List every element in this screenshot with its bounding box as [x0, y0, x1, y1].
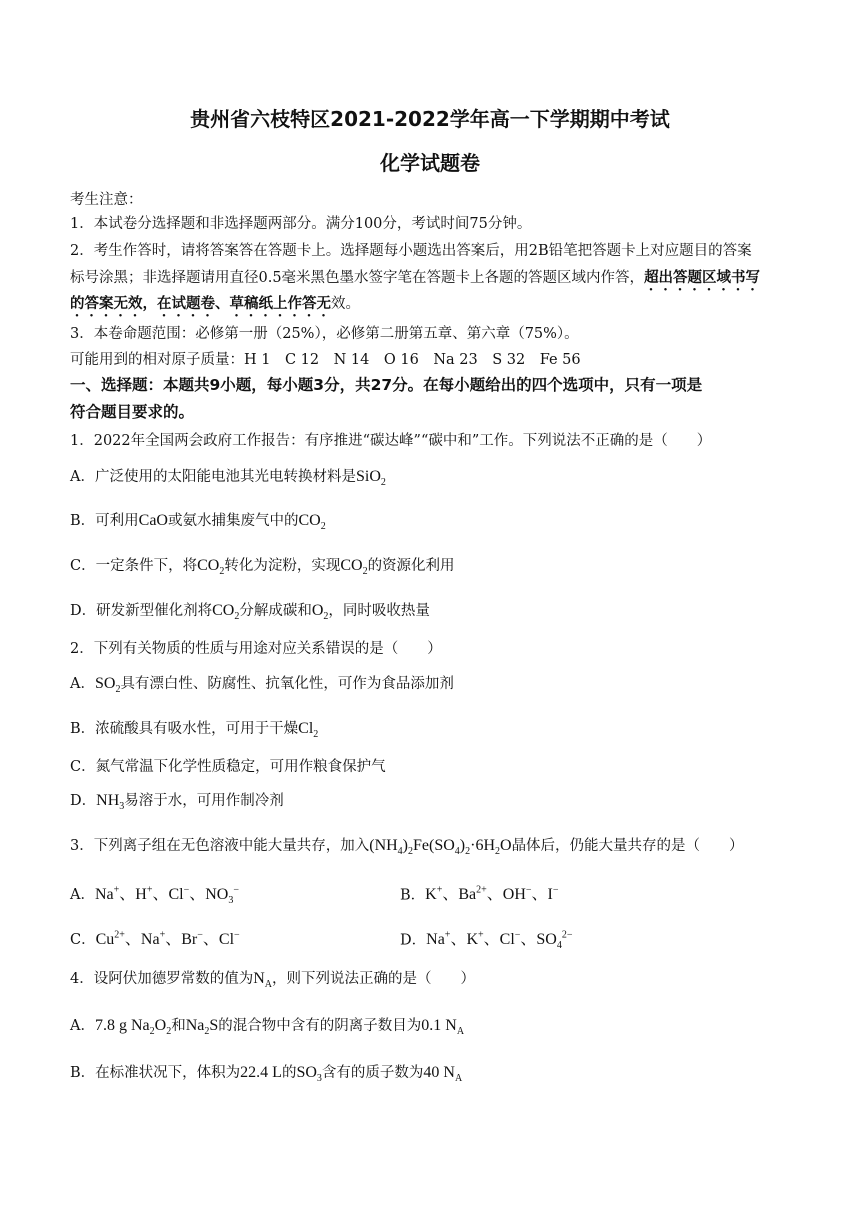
formula: 22.4 L — [240, 1064, 282, 1081]
notice-item-3: 3．本卷命题范围：必修第一册（25%），必修第二册第五章、第六章（75%）。 — [70, 326, 579, 342]
formula: 7.8 g $Na_2O_2$ — [94, 1017, 172, 1038]
formula: $Cl_2$ — [298, 720, 319, 741]
q3-option-c — [70, 932, 240, 948]
formula: CaO — [138, 512, 168, 529]
option-text: 易溶于水，可用作制冷剂 — [124, 793, 284, 809]
formula: 0.1 $N_A$ — [421, 1017, 465, 1038]
notice-text: 标号涂黑；非选择题请用直径0.5毫米黑色墨水签字笔在答题卡上各题的答题区域内作答， — [70, 270, 645, 286]
q2-option-c: C．氮气常温下化学性质稳定，可用作粮食保护气 — [70, 759, 386, 775]
notice-text: 效。 — [331, 296, 360, 312]
option-label: A． — [70, 887, 95, 904]
formula: $(NH_4)_2Fe(SO_4)_2\cdot 6H_2O$ — [369, 837, 512, 858]
option-text: D．研发新型催化剂将 — [70, 603, 213, 619]
notice-emphasis: 在试题卷、草稿纸上作答无 — [157, 296, 331, 312]
q1-option-c — [70, 556, 790, 582]
formula: Na+、K+、Cl−、$SO_4^{2-}$ — [426, 930, 573, 952]
q3-option-d — [400, 926, 573, 957]
section-heading-line2: 符合题目要求的。 — [70, 403, 195, 421]
notice-item-1: 1．本试卷分选择题和非选择题两部分。满分100分，考试时间75分钟。 — [70, 216, 532, 232]
option-text: 或氨水捕集废气中的 — [167, 513, 299, 529]
option-text: 4．设阿伏加德罗常数的值为 — [70, 971, 254, 987]
option-text: 的资源化利用 — [367, 558, 455, 574]
option-text: A．广泛使用的太阳能电池其光电转换材料是 — [70, 469, 356, 485]
notice-item-2-line1: 2．考生作答时，请将答案答在答题卡上。选择题每小题选出答案后，用2B铅笔把答题卡上对应题目的答案 — [70, 243, 752, 259]
q3-option-row-2 — [70, 926, 790, 950]
notice-comma: ， — [142, 296, 157, 312]
option-text: B．可利用 — [70, 513, 139, 529]
notice-item-2-line3 — [70, 294, 790, 320]
q2-option-b — [70, 719, 790, 745]
option-text: 分解成碳和 — [239, 603, 312, 619]
formula: K+、$Ba^{2+}$、OH−、I− — [425, 885, 559, 904]
q3-option-a — [70, 885, 240, 907]
exam-subtitle: 化学试题卷 — [380, 151, 480, 175]
option-text: 和 — [171, 1018, 186, 1034]
formula: $SO_2$ — [94, 675, 121, 696]
formula: $CO_2$ — [212, 602, 240, 623]
option-text: 晶体后，仍能大量共存的是（ ） — [511, 838, 744, 854]
option-text: D． — [70, 793, 97, 809]
formula: $SO_3$ — [296, 1064, 322, 1085]
exam-title: 贵州省六枝特区2021-2022学年高一下学期期中考试 — [190, 107, 670, 131]
q4-option-a — [70, 1016, 790, 1042]
option-text: ，则下列说法正确的是（ ） — [272, 971, 476, 987]
notice-heading: 考生注意： — [70, 192, 143, 208]
formula: $NH_3$ — [96, 792, 125, 813]
formula: $N_A$ — [253, 970, 273, 991]
notice-item-2-line2 — [70, 268, 790, 294]
formula: $CO_2$ — [298, 512, 326, 533]
q2-option-a — [70, 674, 790, 700]
q2-option-d — [70, 791, 790, 817]
option-label: C． — [70, 932, 96, 949]
option-text: A． — [70, 1018, 95, 1034]
option-label: B． — [400, 887, 426, 904]
option-text: 含有的质子数为 — [321, 1065, 424, 1081]
q3-option-b — [400, 881, 559, 905]
q1-option-d — [70, 601, 790, 627]
q1-option-a — [70, 467, 790, 493]
formula: $CO_2$ — [340, 557, 368, 578]
q1-option-b — [70, 511, 790, 537]
atomic-masses: 可能用到的相对原子质量：H 1 C 12 N 14 O 16 Na 23 S 32 Fe 56 — [70, 352, 581, 368]
q4-stem — [70, 969, 790, 995]
option-text: ，同时吸收热量 — [328, 603, 430, 619]
q3-stem — [70, 836, 790, 862]
formula: $Cu^{2+}$、Na+、Br−、Cl− — [95, 930, 240, 949]
option-text: 的混合物中含有的阴离子数目为 — [218, 1018, 422, 1034]
option-text: B．在标准状况下，体积为 — [70, 1065, 241, 1081]
q4-option-b — [70, 1063, 790, 1089]
option-text: B．浓硫酸具有吸水性，可用于干燥 — [70, 721, 299, 737]
formula: $Na_2S$ — [185, 1017, 219, 1038]
option-text: C．一定条件下，将 — [70, 558, 198, 574]
option-text: 3．下列离子组在无色溶液中能大量共存，加入 — [70, 838, 370, 854]
q3-option-row-1 — [70, 881, 790, 912]
option-text: A． — [70, 676, 95, 692]
section-heading-line1: 一、选择题：本题共9小题，每小题3分，共27分。在每小题给出的四个选项中，只有一项是 — [70, 376, 703, 394]
formula: $O_2$ — [311, 602, 329, 623]
q2-stem: 2．下列有关物质的性质与用途对应关系错误的是（ ） — [70, 641, 442, 657]
option-text: 的 — [281, 1065, 297, 1081]
option-label: D． — [400, 932, 427, 949]
q1-stem: 1．2022年全国两会政府工作报告：有序推进“碳达峰”“碳中和”工作。下列说法不正确的是（ ） — [70, 433, 712, 449]
notice-emphasis: 超出答题区域书写 — [644, 270, 761, 286]
option-text: 转化为淀粉，实现 — [224, 558, 341, 574]
formula: $CO_2$ — [197, 557, 225, 578]
formula: Na+、H+、Cl−、$NO_3^-$ — [94, 885, 240, 907]
option-text: 具有漂白性、防腐性、抗氧化性，可作为食品添加剂 — [120, 676, 454, 692]
notice-emphasis: 的答案无效 — [70, 296, 143, 312]
formula: SiO$_2$ — [355, 468, 386, 489]
formula: 40 $N_A$ — [423, 1064, 463, 1085]
